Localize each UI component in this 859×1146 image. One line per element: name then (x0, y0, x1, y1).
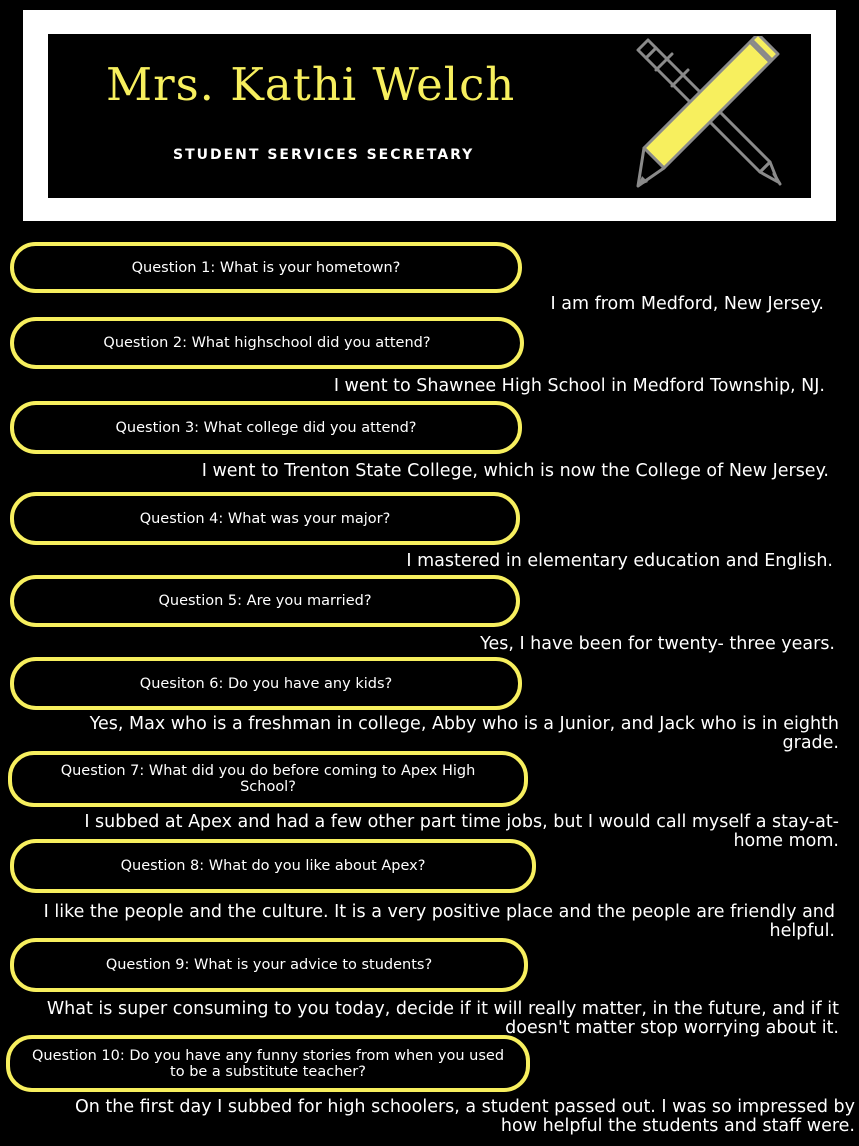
answer-text-3: I went to Trenton State College, which is now the College of New Jersey. (201, 461, 829, 481)
question-pill-10 (6, 1035, 530, 1092)
question-text: Question 4: What was your major? (139, 510, 391, 527)
question-text: Question 9: What is your advice to students? (105, 957, 433, 973)
answer-text-7: I subbed at Apex and had a few other part time jobs, but I would call myself a stay-at-home mom. (84, 812, 839, 851)
question-pill-4 (10, 492, 520, 545)
question-pill-5 (10, 575, 520, 627)
pen-and-pencil-crossed-icon (632, 36, 802, 192)
question-text: Question 8: What do you like about Apex? (120, 858, 426, 874)
question-pill-8 (10, 839, 536, 893)
question-pill-1 (10, 242, 522, 293)
answer-text-1: I am from Medford, New Jersey. (550, 294, 824, 314)
question-pill-6 (10, 657, 522, 710)
answer-text-4: I mastered in elementary education and English. (406, 551, 833, 571)
question-text: Quesiton 6: Do you have any kids? (139, 675, 393, 692)
question-text: Question 5: Are you married? (158, 593, 372, 609)
job-title: STUDENT SERVICES SECRETARY (173, 147, 475, 163)
question-text: Question 7: What did you do before coming to Apex High School? (60, 763, 476, 795)
question-text: Question 3: What college did you attend? (115, 419, 417, 436)
answer-text-10: On the first day I subbed for high schoolers, a student passed out. I was so impressed by how helpful the students and staff were. (74, 1097, 855, 1136)
question-text: Question 10: Do you have any funny stories from when you used to be a substitute teacher? (31, 1047, 505, 1080)
question-text: Question 1: What is your hometown? (131, 259, 401, 276)
answer-text-2: I went to Shawnee High School in Medford Township, NJ. (333, 376, 825, 396)
answer-text-5: Yes, I have been for twenty- three years. (480, 634, 835, 654)
question-pill-2 (10, 317, 524, 369)
answer-text-8: I like the people and the culture. It is a very positive place and the people are friendly and helpful. (43, 902, 835, 941)
answer-text-6: Yes, Max who is a freshman in college, Abby who is a Junior, and Jack who is in eighth grade. (89, 714, 839, 753)
question-text: Question 2: What highschool did you attend? (103, 335, 431, 351)
header (48, 34, 811, 198)
question-pill-9 (10, 938, 528, 992)
question-pill-3 (10, 401, 522, 454)
page-title: Mrs. Kathi Welch (106, 58, 516, 111)
question-pill-7 (8, 751, 528, 807)
answer-text-9: What is super consuming to you today, decide if it will really matter, in the future, and if it doesn't matter stop worrying about it. (46, 999, 839, 1038)
